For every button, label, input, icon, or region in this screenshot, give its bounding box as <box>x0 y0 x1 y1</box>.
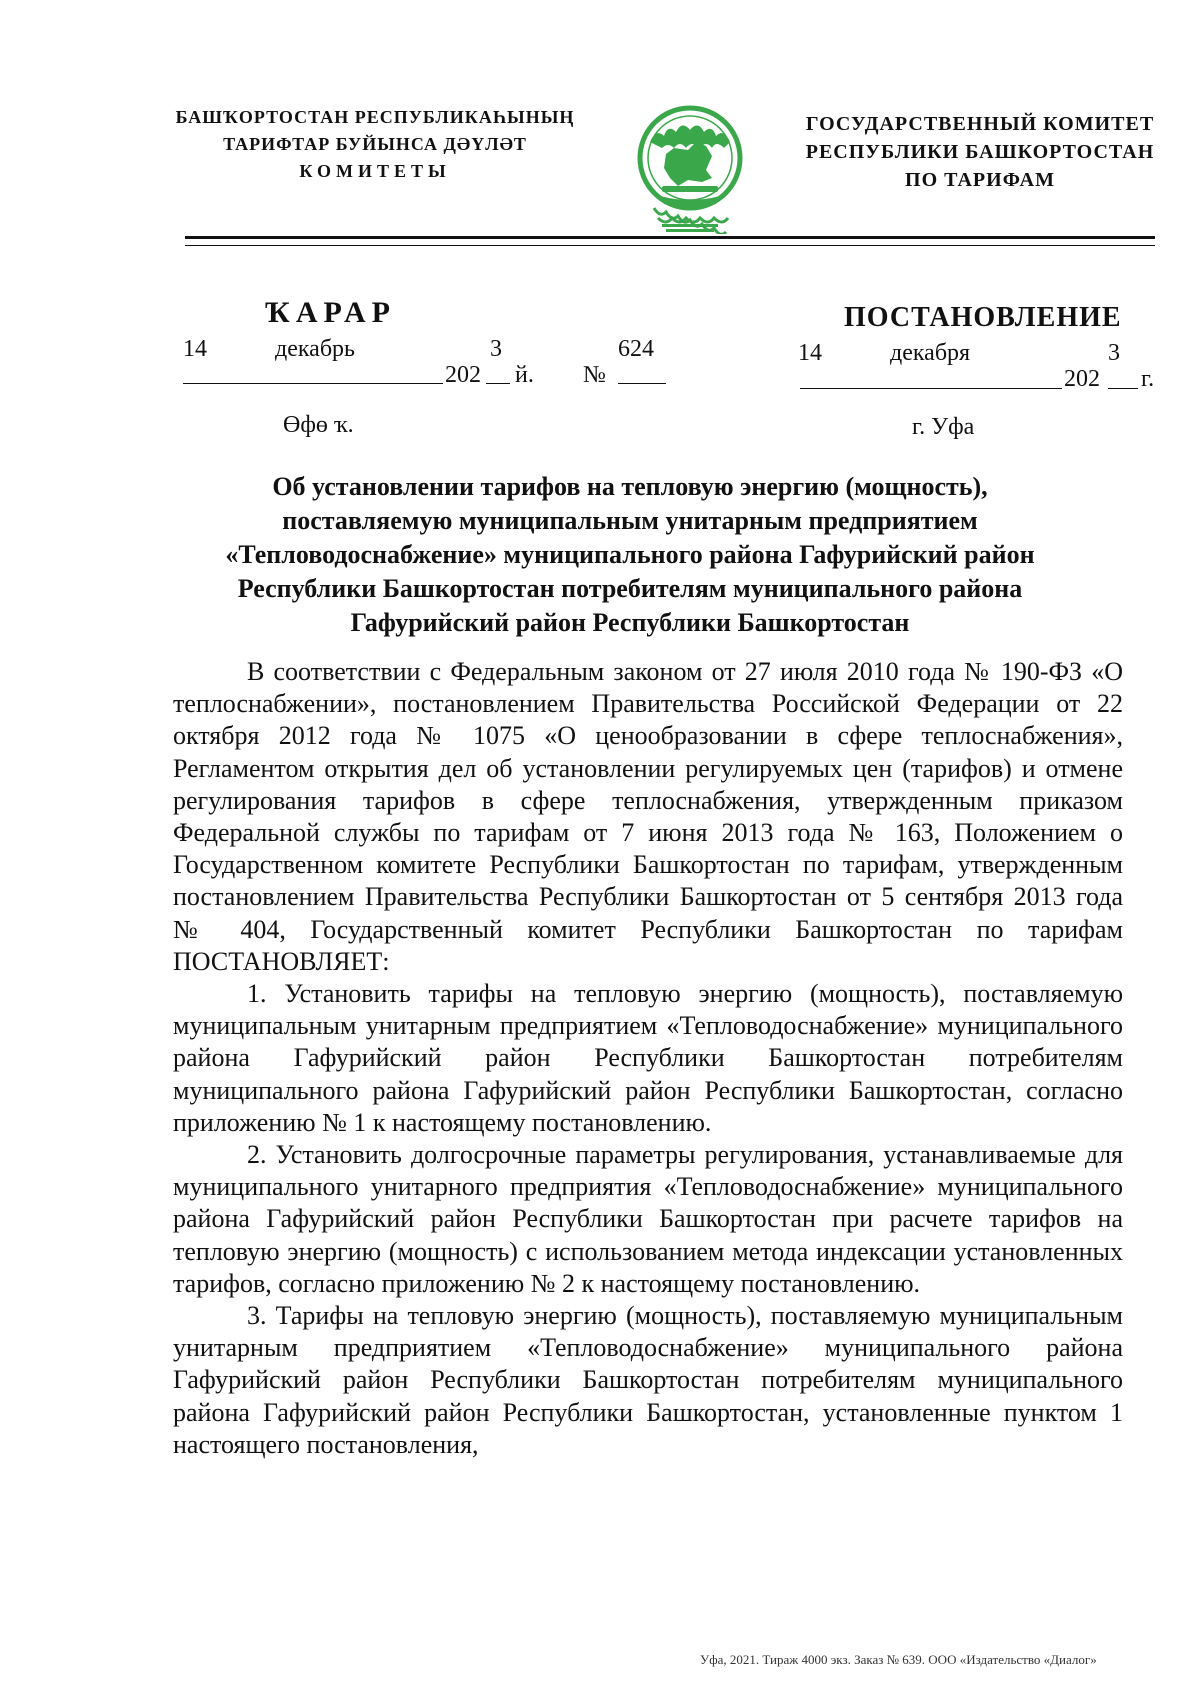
header-left-line-1: БАШҠОРТОСТАН РЕСПУБЛИКАҺЫНЫҢ <box>175 107 575 127</box>
document-title <box>165 470 1095 640</box>
header-right-line-2: РЕСПУБЛИКИ БАШКОРТОСТАН <box>805 141 1155 163</box>
decree-title-russian: ПОСТАНОВЛЕНИЕ <box>844 302 1122 333</box>
decree-left-year-digit: 3 <box>490 336 502 362</box>
decree-number: 624 <box>618 336 654 362</box>
document-title-line-4: Республики Башкортостан потребителям муниципального района <box>237 574 1023 603</box>
decree-right-year-prefix: 202 <box>1064 366 1100 392</box>
decree-right-year-underline <box>1108 388 1138 389</box>
clause-1-paragraph: 1. Установить тарифы на тепловую энергию (мощность), поставляемую муниципальным унитарным предприятием «Тепловодоснабжение» муниципального района Гафурийский район Республики Башкортостан потребителям муниципального района Гафурийский район Республики Башкортостан, согласно приложению № 1 к настоящему постановлению. <box>173 979 1123 1137</box>
decree-title-bashkir: ҠАРАР <box>265 296 397 329</box>
decree-right-date-underline <box>800 388 1062 389</box>
decree-left-month: декабрь <box>275 336 355 362</box>
decree-left-year-prefix: 202 <box>445 362 481 388</box>
header-left-line-3: КОМИТЕТЫ <box>299 161 451 181</box>
document-title-line-3: «Тепловодоснабжение» муниципального района Гафурийский район <box>225 540 1035 569</box>
decree-right-month: декабря <box>890 340 971 366</box>
header-left-line-2: ТАРИФТАР БУЙЫНСА ДӘҮЛӘТ <box>223 134 527 154</box>
print-footer: Уфа, 2021. Тираж 4000 экз. Заказ № 639. ООО «Издательство «Диалог» <box>700 1652 1097 1667</box>
bashkortostan-coat-of-arms-icon <box>632 102 748 234</box>
decree-right-city: г. Уфа <box>912 414 975 440</box>
decree-left-year-underline <box>486 383 510 384</box>
document-body <box>173 656 1123 1461</box>
decree-number-underline <box>618 383 666 384</box>
header-right-line-3: ПО ТАРИФАМ <box>905 169 1055 191</box>
header-right-russian <box>790 110 1170 194</box>
preamble-paragraph: В соответствии с Федеральным законом от 27 июля 2010 года № 190-ФЗ «О теплоснабжении», постановлением Правительства Российской Федерации от 22 октября 2012 года № 1075 «О ценообразовании в сфере теплоснабжения», Регламентом открытия дел об установлении регулируемых цен (тарифов) и отмене регулирования тарифов в сфере теплоснабжения, утвержденным приказом Федеральной службы по тарифам от 7 июня 2013 года № 163, Положением о Государственном комитете Республики Башкортостан по тарифам, утвержденным постановлением Правительства Республики Башкортостан от 5 сентября 2013 года № 404, Государственный комитет Республики Башкортостан по тарифам ПОСТАНОВЛЯЕТ: <box>173 657 1123 976</box>
clause-2-paragraph: 2. Установить долгосрочные параметры регулирования, устанавливаемые для муниципального унитарного предприятия «Тепловодоснабжение» муниципального района Гафурийский район Республики Башкортостан при расчете тарифов на тепловую энергию (мощность) с использованием метода индексации установленных тарифов, согласно приложению № 2 к настоящему постановлению. <box>173 1140 1123 1298</box>
header-right-line-1: ГОСУДАРСТВЕННЫЙ КОМИТЕТ <box>805 113 1155 135</box>
decree-right-year-digit: 3 <box>1108 340 1120 366</box>
document-title-line-2: поставляемую муниципальным унитарным предприятием <box>282 506 978 535</box>
decree-left-city: Өфө ҡ. <box>283 412 354 438</box>
decree-left-day: 14 <box>183 336 207 362</box>
decree-left-year-suffix: й. <box>515 362 534 388</box>
header-divider-thick <box>185 236 1155 239</box>
decree-right-day: 14 <box>798 340 822 366</box>
document-title-line-1: Об установлении тарифов на тепловую энергию (мощность), <box>272 472 988 501</box>
decree-left-date-underline <box>183 383 443 384</box>
clause-3-paragraph: 3. Тарифы на тепловую энергию (мощность), поставляемую муниципальным унитарным предприятием «Тепловодоснабжение» муниципального района Гафурийский район Республики Башкортостан потребителям муниципального района Гафурийский район Республики Башкортостан, установленные пунктом 1 настоящего постановления, <box>173 1301 1123 1459</box>
header-left-bashkir <box>170 104 580 185</box>
document-title-line-5: Гафурийский район Республики Башкортостан <box>350 608 910 637</box>
decree-number-sign: № <box>583 362 606 388</box>
decree-right-year-suffix: г. <box>1141 366 1155 392</box>
header-divider-thin <box>185 245 1155 246</box>
